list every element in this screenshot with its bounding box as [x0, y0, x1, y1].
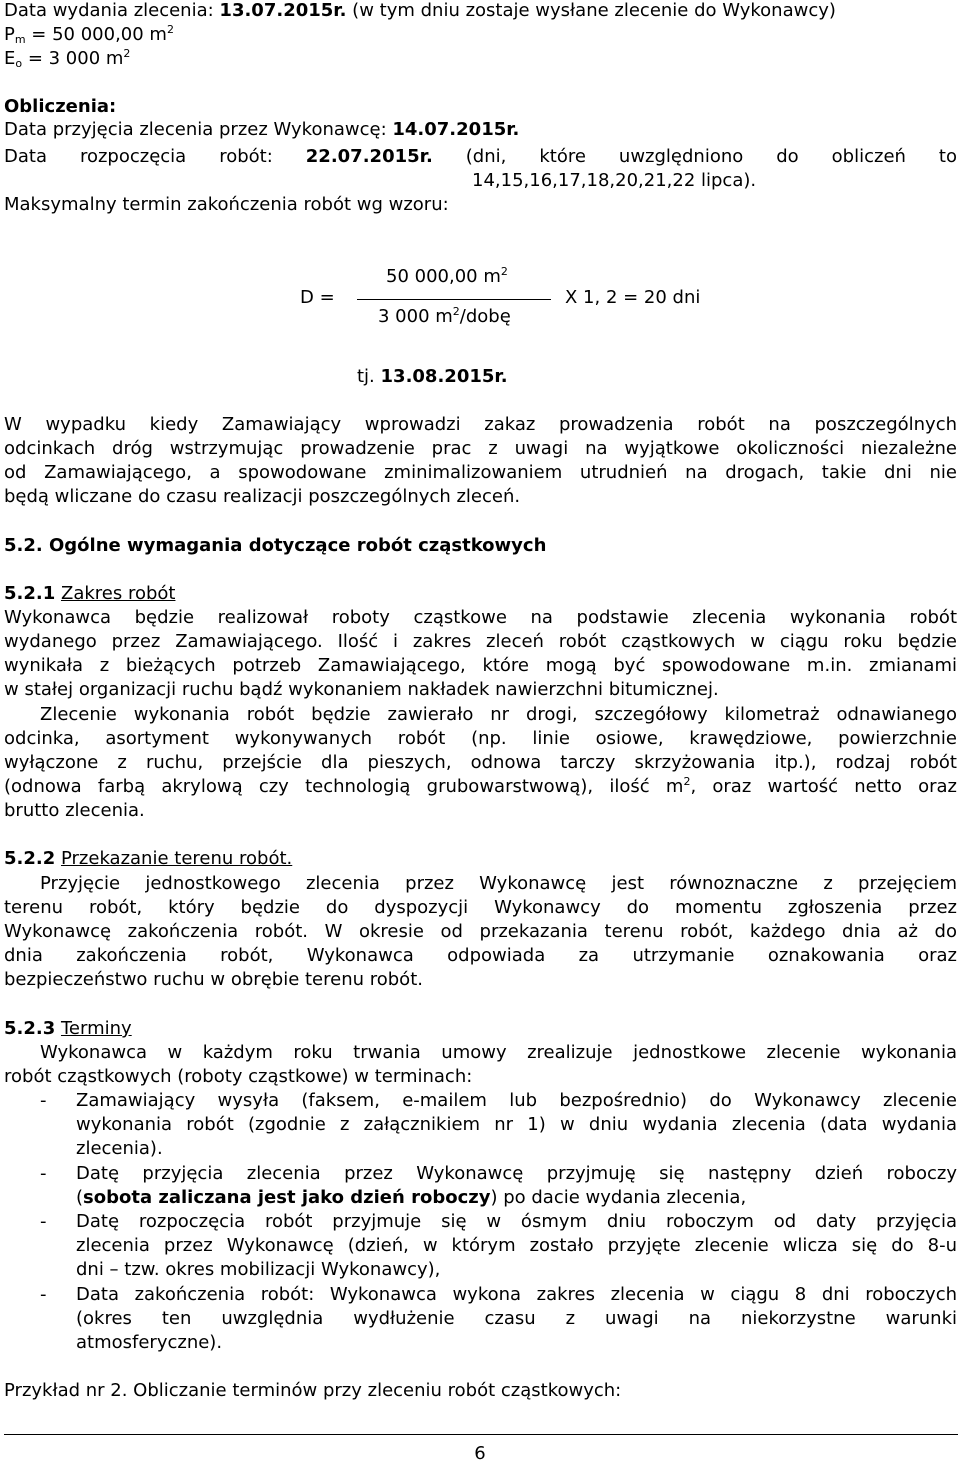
section-5-2-1-line: wydanego przez Zamawiającego. Ilość i zakres zleceń robót cząstkowych w ciągu roku będzie [4, 631, 957, 652]
acceptance-line [4, 119, 519, 143]
example-heading: Przykład nr 2. Obliczanie terminów przy zleceniu robót cząstkowych: [4, 1380, 622, 1401]
formula-lhs: D = [300, 287, 335, 308]
paragraph-1-line: będą wliczane do czasu realizacji poszczególnych zleceń. [4, 486, 521, 507]
section-5-2-3-heading [4, 1018, 132, 1042]
formula-numerator [386, 266, 508, 290]
section-5-2-3-intro: robót cząstkowych (roboty cząstkowe) w terminach: [4, 1066, 473, 1087]
section-5-2-3-intro: Wykonawca w każdym roku trwania umowy zrealizuje jednostkowe zlecenie wykonania [40, 1042, 957, 1063]
list-item-line: zlecenia). [76, 1138, 163, 1159]
formula-denominator [378, 306, 511, 330]
list-dash: - [40, 1284, 47, 1305]
fraction-bar [357, 299, 551, 300]
numerator-superscript: 2 [500, 265, 508, 278]
start-note: (dni, które uwzględniono do obliczeń to [432, 146, 957, 167]
pm-value: = 50 000,00 m [25, 24, 167, 45]
saturday-note: sobota zaliczana jest jako dzień roboczy [83, 1187, 491, 1208]
paragraph-1-line: odcinkach dróg wstrzymując prowadzenie prac z uwagi na wyjątkowe okoliczności niezależne [4, 438, 957, 459]
pm-subscript: m [14, 33, 26, 46]
start-date: 22.07.2015r. [305, 146, 433, 167]
paragraph-1-line: W wypadku kiedy Zamawiający wprowadzi zakaz prowadzenia robót na poszczególnych [4, 414, 957, 435]
area-text-pre: (odnowa farbą akrylową czy technologią grubowarstwową), ilość m [4, 776, 684, 797]
pm-superscript: 2 [166, 23, 174, 36]
section-number: 5.2.2 [4, 848, 56, 869]
acceptance-label: Data przyjęcia zlecenia przez Wykonawcę: [4, 119, 393, 140]
list-item-line [76, 1187, 746, 1211]
section-5-2-1-line: w stałej organizacji ruchu bądź wykonaniem nakładek nawierzchni bitumicznej. [4, 679, 719, 700]
area-text-post: , oraz wartość netto oraz [690, 776, 957, 797]
result-date: 13.08.2015r. [380, 366, 508, 387]
list-item-line: wykonania robót (zgodnie z załącznikiem nr 1) w dniu wydania zlecenia (data wydania [76, 1114, 957, 1135]
list-item-line: Datę przyjęcia zlecenia przez Wykonawcę przyjmuję się następny dzień roboczy [76, 1163, 957, 1184]
eo-superscript: 2 [123, 47, 131, 60]
list-dash: - [40, 1163, 47, 1184]
issue-date-note: (w tym dniu zostaje wysłane zlecenie do Wykonawcy) [346, 0, 836, 21]
section-5-2-1-line [4, 776, 957, 800]
list-item-line: zlecenia przez Wykonawcę (dzień, w którym zostało przyjęte zlecenie wlicza się do 8-u [76, 1235, 957, 1256]
list-item-line: Data zakończenia robót: Wykonawca wykona zakres zlecenia w ciągu 8 dni roboczych [76, 1284, 957, 1305]
section-title: Terminy [60, 1018, 132, 1039]
section-5-2-1-line: Zlecenie wykonania robót będzie zawierało nr drogi, szczegółowy kilometraż odnawianego [40, 704, 957, 725]
list-item-line: Datę rozpoczęcia robót przyjmuje się w ósmym dniu roboczym od daty przyjęcia [76, 1211, 957, 1232]
item-2-tail: ) po dacie wydania zlecenia, [490, 1187, 747, 1208]
section-title: Przekazanie terenu robót. [60, 848, 293, 869]
page-number: 6 [474, 1443, 486, 1464]
pm-letter: P [4, 24, 15, 45]
section-5-2-2-line: terenu robót, który będzie do dyspozycji Wykonawcy do momentu zgłoszenia przez [4, 897, 957, 918]
section-5-2-2-line: Wykonawcę zakończenia robót. W okresie od przekazania terenu robót, każdego dnia aż do [4, 921, 957, 942]
list-item-line: dni – tzw. okres mobilizacji Wykonawcy), [76, 1259, 441, 1280]
list-item-line: atmosferyczne). [76, 1332, 223, 1353]
list-dash: - [40, 1211, 47, 1232]
denominator-superscript: 2 [452, 305, 460, 318]
section-5-2-2-line: dnia zakończenia robót, Wykonawca odpowiada za utrzymanie oznakowania oraz [4, 945, 957, 966]
section-5-2-1-line: wynikała z bieżących potrzeb Zamawiającego, które mogą być spowodowane m.in. zmianami [4, 655, 957, 676]
issue-date-label: Data wydania zlecenia: [4, 0, 220, 21]
pm-line [4, 24, 174, 48]
section-5-2-1-line: odcinka, asortyment wykonywanych robót (np. linie osiowe, krawędziowe, powierzchnie [4, 728, 957, 749]
section-5-2-2-heading [4, 848, 292, 872]
list-item-line: Zamawiający wysyła (faksem, e-mailem lub bezpośrednio) do Wykonawcy zlecenie [76, 1090, 957, 1111]
formula-result [357, 366, 508, 390]
eo-subscript: o [15, 57, 23, 70]
section-number: 5.2.1 [4, 583, 56, 604]
result-prefix: tj. [357, 366, 381, 387]
section-5-2-1-heading [4, 583, 175, 607]
eo-letter: E [4, 48, 16, 69]
eo-line [4, 48, 130, 72]
start-label: Data rozpoczęcia robót: [4, 146, 306, 167]
section-5-2-2-line: Przyjęcie jednostkowego zlecenia przez Wykonawcę jest równoznaczne z przejęciem [40, 873, 957, 894]
formula-rhs: X 1, 2 = 20 dni [565, 287, 701, 308]
max-term-line: Maksymalny termin zakończenia robót wg wzoru: [4, 194, 449, 215]
list-item-line: (okres ten uwzględnia wydłużenie czasu z uwagi na niekorzystne warunki [76, 1308, 957, 1329]
issue-date-line [4, 0, 836, 24]
area-superscript: 2 [683, 775, 691, 788]
section-title: Zakres robót [60, 583, 176, 604]
numerator-text: 50 000,00 m [386, 266, 501, 287]
denominator-text: 3 000 m [378, 306, 453, 327]
list-dash: - [40, 1090, 47, 1111]
section-5-2-1-line: wyłączone z ruchu, przejście dla pieszych, odnowa tarczy skrzyżowania itp.), rodzaj robót [4, 752, 957, 773]
calc-heading: Obliczenia: [4, 96, 117, 117]
denominator-tail: /dobę [459, 306, 511, 327]
paren-open: ( [76, 1187, 84, 1208]
section-5-2-1-line: Wykonawca będzie realizował roboty cząstkowe na podstawie zlecenia wykonania robót [4, 607, 957, 628]
footer-divider [4, 1434, 958, 1435]
section-5-2-1-line: brutto zlecenia. [4, 800, 145, 821]
paragraph-1-line: od Zamawiającego, a spowodowane zminimalizowaniem utrudnień na drogach, takie dni nie [4, 462, 957, 483]
issue-date-value: 13.07.2015r. [219, 0, 347, 21]
section-5-2-2-line: bezpieczeństwo ruchu w obrębie terenu robót. [4, 969, 423, 990]
acceptance-date: 14.07.2015r. [392, 119, 520, 140]
section-5-2-heading: 5.2. Ogólne wymagania dotyczące robót cząstkowych [4, 535, 547, 556]
days-note: 14,15,16,17,18,20,21,22 lipca). [472, 170, 757, 191]
start-line [4, 146, 957, 170]
section-number: 5.2.3 [4, 1018, 56, 1039]
eo-value: = 3 000 m [22, 48, 124, 69]
